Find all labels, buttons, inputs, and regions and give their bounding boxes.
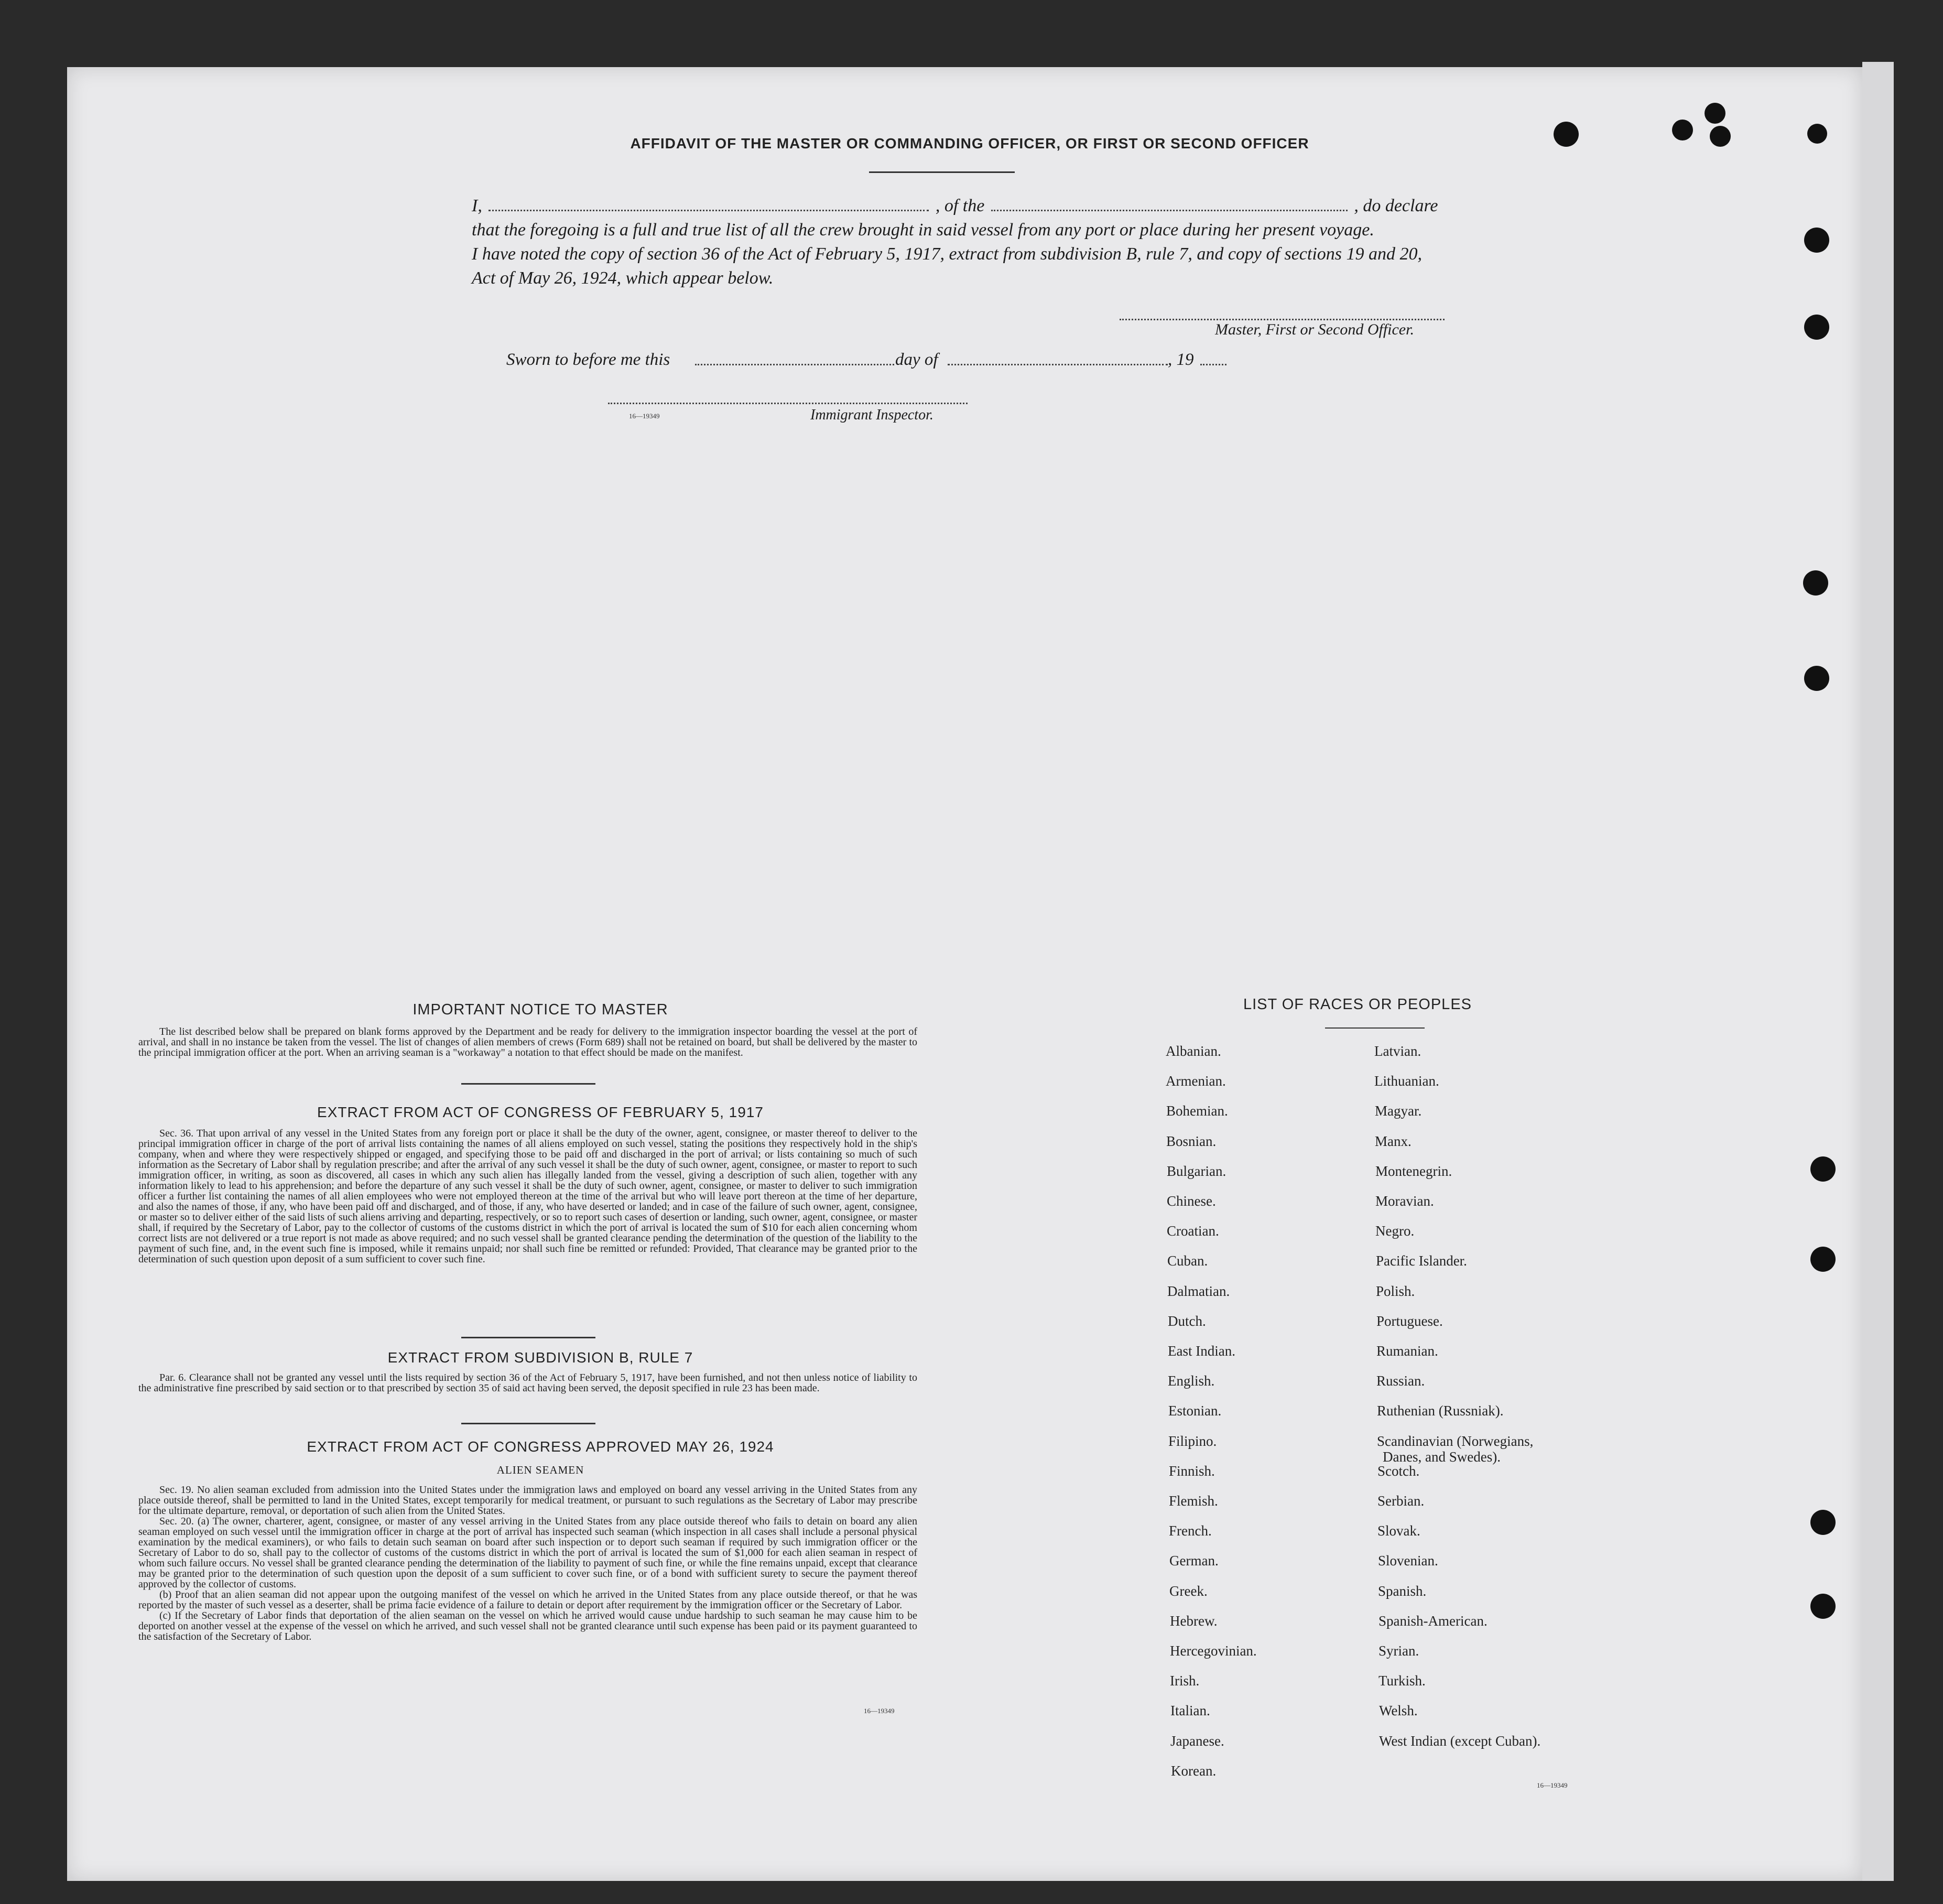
sworn-month-field[interactable] [948, 364, 1168, 365]
declaration-line-1 [472, 194, 1468, 218]
section-divider [461, 1083, 595, 1085]
race-item: Rumanian. [1376, 1343, 1438, 1359]
declaration-line-3: I have noted the copy of section 36 of the Act of February 5, 1917, extract from subdivision B, rule 7, and copy of sections 19 and 20, [472, 244, 1423, 264]
declaration-line-2: that the foregoing is a full and true list of all the crew brought in said vessel from any port or place during her present voyage. [472, 220, 1374, 240]
binding-hole [1705, 103, 1725, 124]
form-number: 16—19349 [629, 412, 660, 420]
race-item: West Indian (except Cuban). [1379, 1733, 1541, 1749]
race-item: Negro. [1375, 1223, 1415, 1239]
race-item: Portuguese. [1376, 1313, 1443, 1329]
race-item: Hercegovinian. [1170, 1643, 1257, 1659]
race-item: Moravian. [1375, 1193, 1434, 1209]
declare-suffix: , do declare [1354, 196, 1438, 215]
section-divider [461, 1423, 595, 1424]
master-signature-field[interactable] [1120, 319, 1445, 320]
race-item: Albanian. [1166, 1043, 1221, 1059]
race-item: Ruthenian (Russniak). [1377, 1403, 1504, 1419]
binding-hole [1804, 228, 1829, 253]
extract-1917-text [138, 1128, 917, 1264]
races-title-underline [1325, 1027, 1425, 1029]
race-item: Bosnian. [1166, 1133, 1217, 1149]
notice-title: IMPORTANT NOTICE TO MASTER [413, 1001, 668, 1018]
race-item: Bulgarian. [1167, 1163, 1226, 1179]
inspector-signature-field[interactable] [608, 403, 968, 404]
race-item: Croatian. [1167, 1223, 1219, 1239]
race-item: Greek. [1169, 1583, 1208, 1599]
race-item: Armenian. [1166, 1073, 1226, 1089]
race-item: Syrian. [1378, 1643, 1419, 1659]
sworn-year-label: , 19 [1168, 350, 1194, 369]
race-item: Polish. [1376, 1283, 1415, 1299]
race-item: East Indian. [1168, 1343, 1235, 1359]
affidavit-declaration [472, 194, 1468, 290]
race-item: Danes, and Swedes). [1383, 1449, 1501, 1465]
sworn-day-label: day of [895, 350, 938, 369]
extract-1917-title: EXTRACT FROM ACT OF CONGRESS OF FEBRUARY 5, 1917 [317, 1104, 764, 1120]
race-item: Montenegrin. [1375, 1163, 1452, 1179]
sworn-day-field[interactable] [695, 364, 894, 365]
binding-hole [1810, 1247, 1836, 1272]
vessel-prefix: , of the [935, 196, 985, 215]
title-underline [869, 171, 1015, 173]
race-item: Manx. [1375, 1133, 1412, 1149]
sworn-prefix: Sworn to before me this [506, 350, 670, 369]
binding-hole [1810, 1510, 1836, 1535]
race-item: Serbian. [1377, 1493, 1425, 1509]
extract-1924-title: EXTRACT FROM ACT OF CONGRESS APPROVED MAY 26, 1924 [307, 1438, 774, 1455]
race-item: Turkish. [1378, 1673, 1426, 1689]
race-item: Estonian. [1168, 1403, 1222, 1419]
form-number: 16—19349 [1537, 1781, 1568, 1789]
race-item: Bohemian. [1166, 1103, 1228, 1119]
race-item: Spanish-American. [1378, 1613, 1488, 1629]
race-item: Pacific Islander. [1376, 1253, 1467, 1269]
binding-hole [1804, 666, 1829, 691]
race-item: Japanese. [1170, 1733, 1224, 1749]
binding-hole [1804, 315, 1829, 340]
vessel-name-field[interactable] [991, 210, 1348, 211]
sworn-year-field[interactable] [1200, 364, 1226, 365]
section-36-paragraph: Sec. 36. That upon arrival of any vessel in the United States from any foreign port or place it shall be the duty of the owner, agent, consignee, or master thereof to deliver to the principal immigration officer in charge of the port of arrival lists containing the names of all aliens employed on such vessel, stating the positions they respectively hold in the ship's company, when and where they were respectively shipped or engaged, and specifying those to be paid off and discharged in the port of arrival; or lists containing so much of such information as the Secretary of Labor shall by regulation prescribe; and after the arrival of any such vessel it shall be the duty of such owner, agent, consignee, or master to report to such immigration officer, in writing, as soon as discovered, all cases in which any such alien has illegally landed from the vessel, giving a description of such alien, together with any information likely to lead to his apprehension; and before the departure of any such vessel it shall be the duty of such owner, agent, consignee, or master to deliver to such immigration officer a further list containing the names of all alien employees who were not employed thereon at the time of the arrival but who will leave port thereon at the time of her departure, and also the names of those, if any, who have been paid off and discharged, and of those, if any, who have deserted or landed; and in case of the failure of such owner, agent, consignee, or master so to deliver either of the said lists of such aliens arriving and departing, respectively, or so to report such cases of desertion or landing, such owner, agent, consignee, or master shall, if required by the Secretary of Labor, pay to the collector of customs of the customs district in which the port of arrival is located the sum of $10 for each alien concerning whom correct lists are not delivered or a true report is not made as above required; and no such vessel shall be granted clearance pending the determination of the question of the liability to the payment of such fine, and, in the event such fine is imposed, while it remains unpaid; nor shall such fine be remitted or refunded: Provided, That clearance may be granted prior to the determination of such question upon deposit of a sum sufficient to cover such fine. [138, 1128, 917, 1265]
race-item: Cuban. [1167, 1253, 1208, 1269]
inspector-caption: Immigrant Inspector. [810, 407, 933, 423]
binding-hole [1672, 120, 1693, 140]
race-item: Dalmatian. [1167, 1283, 1230, 1299]
notice-text [138, 1026, 917, 1058]
race-item: English. [1168, 1373, 1215, 1389]
race-item: Irish. [1170, 1673, 1200, 1689]
binding-hole [1810, 1594, 1836, 1619]
race-item: Filipino. [1168, 1433, 1217, 1449]
race-item: Slovenian. [1378, 1553, 1438, 1568]
declarant-prefix: I, [472, 196, 482, 215]
form-number: 16—19349 [864, 1707, 895, 1715]
alien-seamen-subtitle: ALIEN SEAMEN [496, 1464, 584, 1476]
race-item: Finnish. [1169, 1463, 1215, 1479]
race-item: Magyar. [1375, 1103, 1422, 1119]
race-item: Russian. [1376, 1373, 1425, 1389]
affidavit-title: AFFIDAVIT OF THE MASTER OR COMMANDING OFFICER, OR FIRST OR SECOND OFFICER [630, 135, 1309, 152]
race-item: German. [1169, 1553, 1219, 1568]
race-item: Slovak. [1377, 1523, 1420, 1539]
race-item: Scandinavian (Norwegians, [1377, 1433, 1534, 1449]
binding-strip [1862, 62, 1894, 1881]
race-item: Flemish. [1169, 1493, 1218, 1509]
binding-hole [1807, 124, 1827, 144]
race-item: French. [1169, 1523, 1212, 1539]
race-item: Chinese. [1167, 1193, 1216, 1209]
section-20b-paragraph: (b) Proof that an alien seaman did not appear upon the outgoing manifest of the vessel on which he arrived in the United States from any place outside thereof, or that he was reported by the master of such vessel as a deserter, shall be prima facie evidence of a failure to detain or deport after requirement by the immigration officer or the Secretary of Labor. [138, 1589, 917, 1611]
race-item: Italian. [1170, 1703, 1210, 1718]
declarant-name-field[interactable] [489, 210, 929, 211]
rule-7-title: EXTRACT FROM SUBDIVISION B, RULE 7 [387, 1349, 693, 1366]
race-item: Spanish. [1378, 1583, 1427, 1599]
race-item: Scotch. [1377, 1463, 1420, 1479]
signature-caption: Master, First or Second Officer. [1215, 321, 1414, 338]
race-item: Lithuanian. [1374, 1073, 1439, 1089]
race-item: Latvian. [1374, 1043, 1421, 1059]
races-title: LIST OF RACES OR PEOPLES [1243, 996, 1472, 1013]
race-item: Korean. [1171, 1763, 1217, 1779]
race-item: Dutch. [1168, 1313, 1206, 1329]
notice-paragraph: The list described below shall be prepared on blank forms approved by the Department and be ready for delivery to the immigration inspector boarding the vessel at the port of arrival, and shall in no instance be taken from the vessel. The list of changes of alien members of crews (Form 689) shall not be retained on board, but shall be delivered by the master to the principal immigration officer at the port. When an arriving seaman is a "workaway" a notation to that effect should be made on the manifest. [138, 1026, 917, 1058]
binding-hole [1803, 570, 1828, 596]
race-item: Welsh. [1379, 1703, 1418, 1718]
declaration-line-4: Act of May 26, 1924, which appear below. [472, 268, 774, 288]
rule-7-paragraph: Par. 6. Clearance shall not be granted any vessel until the lists required by section 36 of the Act of February 5, 1917, have been furnished, and not then unless notice of liability to the administrative fine prescribed by said section or to that prescribed by section 35 of said act having been served, the deposit specified in rule 23 has been made. [138, 1372, 917, 1394]
section-19-paragraph: Sec. 19. No alien seaman excluded from admission into the United States under the immigration laws and employed on board any vessel arriving in the United States from any place outside thereof, shall be permitted to land in the United States, except temporarily for medical treatment, or pursuant to such regulations as the Secretary of Labor may prescribe for the ultimate departure, removal, or deportation of such alien from the United States. [138, 1484, 917, 1517]
binding-hole [1710, 126, 1731, 147]
section-20c-paragraph: (c) If the Secretary of Labor finds that deportation of the alien seaman on the vessel on which he arrived would cause undue hardship to such seaman he may cause him to be deported on another vessel at the expense of the vessel on which he arrived, and such vessel shall not be granted clearance until such expense has been paid or its payment guaranteed to the satisfaction of the Secretary of Labor. [138, 1610, 917, 1642]
section-divider [461, 1337, 595, 1338]
rule-7-text [138, 1372, 917, 1393]
race-item: Hebrew. [1170, 1613, 1218, 1629]
binding-hole [1810, 1156, 1836, 1182]
section-20a-paragraph: Sec. 20. (a) The owner, charterer, agent, consignee, or master of any vessel arriving in the United States from any place outside thereof who fails to detain on board any alien seaman employed on such vessel until the immigration officer in charge at the port of arrival has inspected such seaman (which inspection in all cases shall include a personal physical examination by the medical examiners), or who fails to detain such seaman on board after such inspection or to deport such seaman if required by such immigration officer or the Secretary of Labor to do so, shall pay to the collector of customs of the customs district in which the port of arrival is located the sum of $1,000 for each alien seaman in respect of whom such failure occurs. No vessel shall be granted clearance pending the determination of the liability to payment of such fine, or while the fine remains unpaid, except that clearance may be granted prior to the determination of such question upon the deposit of a sum sufficient to cover such fine, or of a bond with sufficient surety to secure the payment thereof approved by the collector of customs. [138, 1516, 917, 1590]
extract-1924-text [138, 1485, 917, 1642]
binding-hole [1554, 122, 1579, 147]
